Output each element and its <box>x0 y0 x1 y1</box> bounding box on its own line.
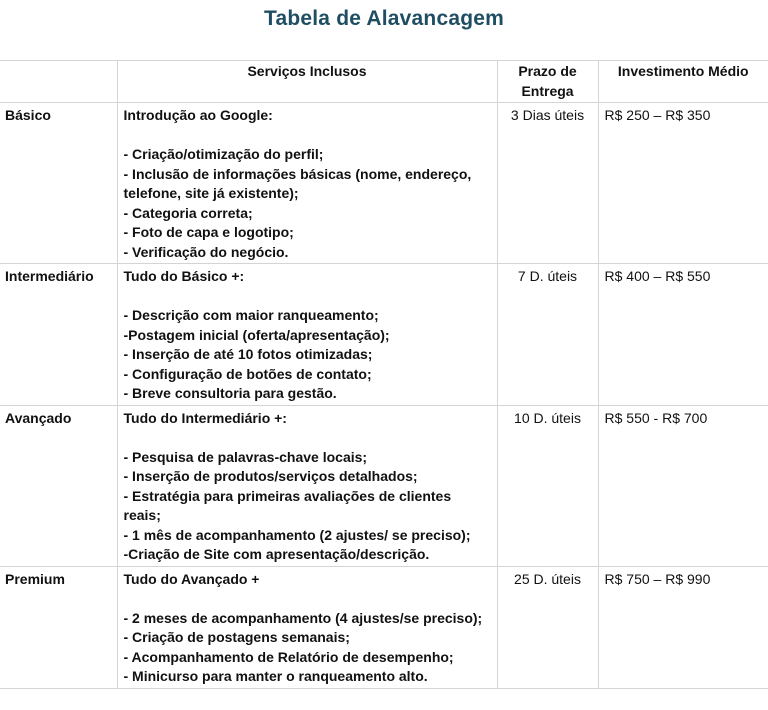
service-item: - Criação de postagens semanais; <box>123 629 350 645</box>
services-cell <box>117 264 497 406</box>
price-range: R$ 400 – R$ 550 <box>598 264 768 406</box>
spacer <box>124 126 491 146</box>
service-item: - Criação/otimização do perfil; <box>123 146 324 162</box>
delivery-deadline: 7 D. úteis <box>497 264 598 406</box>
header-services: Serviços Inclusos <box>117 61 497 103</box>
table-row <box>0 103 768 264</box>
services-intro: Tudo do Intermediário +: <box>123 409 287 426</box>
price-range: R$ 250 – R$ 350 <box>598 103 768 264</box>
service-item: - 2 meses de acompanhamento (4 ajustes/se preciso); <box>123 609 483 626</box>
service-item: - Inserção de produtos/serviços detalhados; <box>123 468 418 484</box>
services-cell <box>117 103 497 264</box>
services-cell <box>117 405 497 566</box>
service-item: - Descrição com maior ranqueamento; <box>123 307 379 323</box>
delivery-deadline: 10 D. úteis <box>497 405 598 566</box>
service-item: - Categoria correta; <box>123 204 253 221</box>
delivery-deadline: 25 D. úteis <box>497 566 598 688</box>
service-item: - Minicurso para manter o ranqueamento alto. <box>123 668 428 684</box>
services-cell <box>117 566 497 688</box>
service-item: - Configuração de botões de contato; <box>123 365 372 382</box>
tier-name: Básico <box>0 103 117 264</box>
service-item: - Estratégia para primeiras avaliações de clientes reais; <box>123 487 452 523</box>
service-item: - Verificação do negócio. <box>123 243 289 260</box>
table-row <box>0 566 768 688</box>
pricing-table <box>0 60 768 689</box>
service-item: - Inserção de até 10 fotos otimizadas; <box>123 346 373 362</box>
price-range: R$ 550 - R$ 700 <box>598 405 768 566</box>
service-item: - Acompanhamento de Relatório de desempenho; <box>123 648 454 665</box>
delivery-deadline: 3 Dias úteis <box>497 103 598 264</box>
header-deadline-line1: Prazo de <box>518 63 577 79</box>
spacer <box>124 287 491 307</box>
service-item: - Pesquisa de palavras-chave locais; <box>123 448 368 465</box>
service-item: - Inclusão de informações básicas (nome, endereço, telefone, site já existente); <box>123 165 472 201</box>
services-intro: Tudo do Avançado + <box>123 570 260 587</box>
spacer <box>124 428 491 448</box>
tier-name: Intermediário <box>0 264 117 406</box>
service-item: - Breve consultoria para gestão. <box>123 385 337 401</box>
price-range: R$ 750 – R$ 990 <box>598 566 768 688</box>
service-item: - 1 mês de acompanhamento (2 ajustes/ se preciso); <box>123 526 471 543</box>
table-header-row <box>0 61 768 103</box>
header-tier <box>0 61 117 103</box>
table-row <box>0 405 768 566</box>
tier-name: Avançado <box>0 405 117 566</box>
services-intro: Introdução ao Google: <box>123 107 273 123</box>
page-title: Tabela de Alavancagem <box>264 7 504 30</box>
services-intro: Tudo do Básico +: <box>123 268 245 284</box>
spacer <box>124 589 491 609</box>
service-item: - Foto de capa e logotipo; <box>123 224 294 240</box>
tier-name: Premium <box>0 566 117 688</box>
header-price: Investimento Médio <box>598 61 768 103</box>
service-item: -Postagem inicial (oferta/apresentação); <box>123 326 390 343</box>
service-item: -Criação de Site com apresentação/descrição. <box>123 546 430 562</box>
table-row <box>0 264 768 406</box>
header-deadline <box>497 61 598 103</box>
header-deadline-line2: Entrega <box>521 82 574 99</box>
